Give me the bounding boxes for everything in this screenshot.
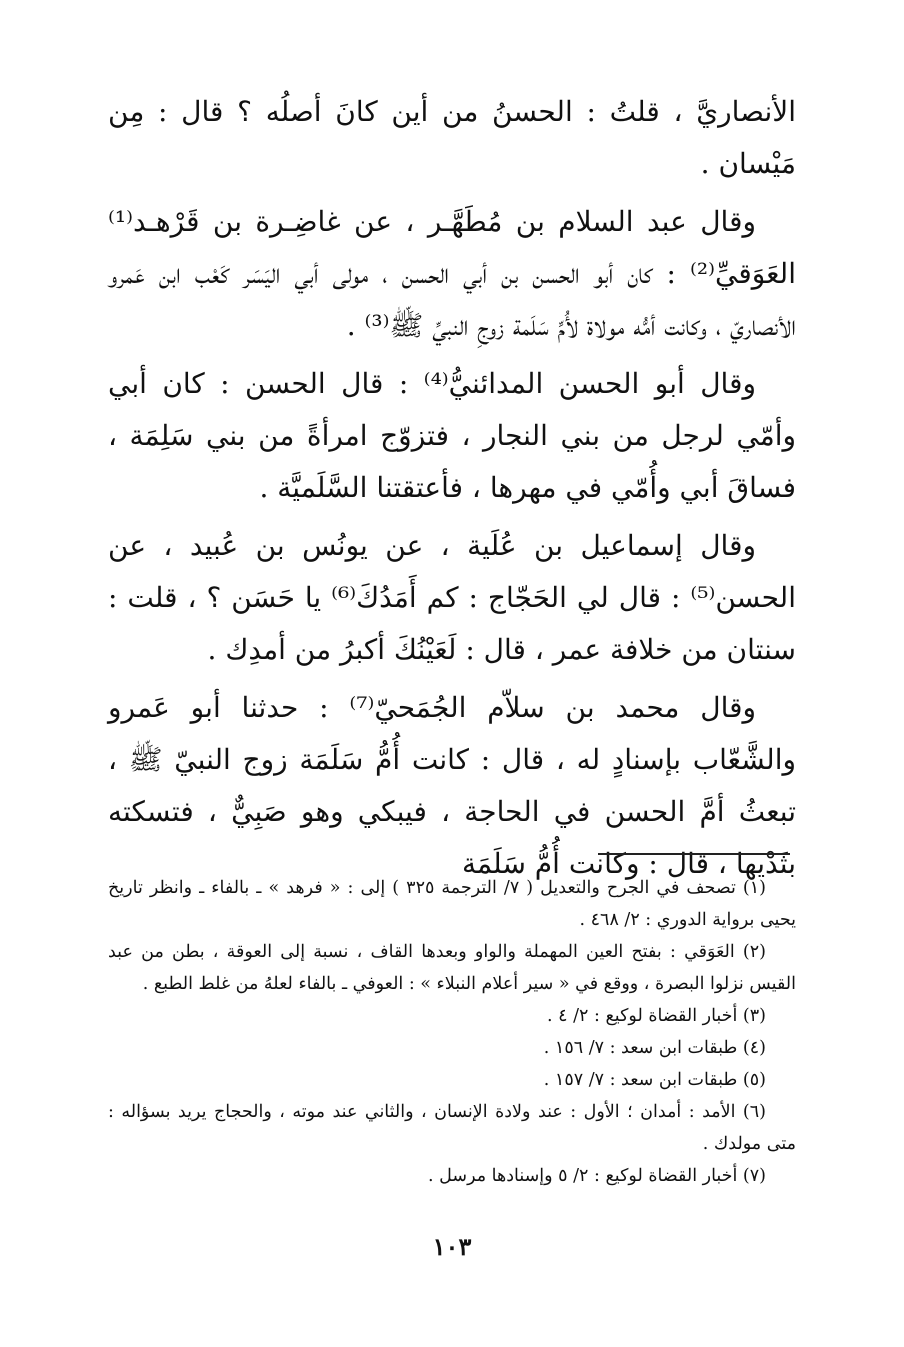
footnote-7: (٧) أخبار القضاة لوكيع : ٢/ ٥ وإسنادها مرسل . xyxy=(428,1166,766,1186)
footnote-1: (١) تصحف في الجرح والتعديل ( ٧/ الترجمة ٣٢٥ ) إلى : « فرهد » ـ بالفاء ـ وانظر تاريخ يحيى برواية الدوري : ٢/ ٤٦٨ . xyxy=(108,878,796,930)
footnote-separator xyxy=(598,853,790,855)
footnote-3: (٣) أخبار القضاة لوكيع : ٢/ ٤ . xyxy=(547,1006,766,1026)
paragraph-2: وقال عبد السلام بن مُطَهَّـر ، عن غاضِـرة بن قَرْهـد⁽¹⁾ العَوَقيِّ⁽²⁾ : كان أبو الحسن بن أبي الحسن ، مولى أبي اليَسَر كَعْب ابن عَمرو الأنصاريّ ، وكانت أمُّه مولاة لأُمِّ سَلَمة زوجِ النبيِّ ﷺ⁽³⁾ . xyxy=(108,205,796,342)
paragraph-1: الأنصاريَّ ، قلتُ : الحسنُ من أين كانَ أصلُه ؟ قال : مِن مَيْسان . xyxy=(108,95,796,180)
footnote-2: (٢) العَوَقي : بفتح العين المهملة والواو وبعدها القاف ، نسبة إلى العوقة ، بطن من عبد القيس نزلوا البصرة ، ووقع في « سير أعلام النبلاء » : العوفي ـ بالفاء لعلهُ من غلط الطبع . xyxy=(108,942,796,994)
paragraph-4: وقال إسماعيل بن عُلَية ، عن يونُس بن عُبيد ، عن الحسن⁽⁵⁾ : قال لي الحَجّاج : كم أَمَدُكَ⁽⁶⁾ يا حَسَن ؟ ، قلت : سنتان من خلافة عمر ، قال : لَعَيْنُكَ أكبرُ من أمدِك . xyxy=(108,529,796,666)
paragraph-3: وقال أبو الحسن المدائنيُّ⁽⁴⁾ : قال الحسن : كان أبي وأمّي لرجل من بني النجار ، فتزوّج امرأةً من بني سَلِمَة ، فساقَ أبي وأُمّي في مهرها ، فأعتقتنا السَّلَميَّة . xyxy=(108,367,796,504)
footnote-4: (٤) طبقات ابن سعد : ٧/ ١٥٦ . xyxy=(543,1038,766,1058)
page-number: ١٠٣ xyxy=(432,1232,472,1261)
paragraph-5: وقال محمد بن سلاّم الجُمَحيّ⁽⁷⁾ : حدثنا أبو عَمرو والشَّعّاب بإسنادٍ له ، قال : كانت أُمُّ سَلَمَة زوج النبيّ ﷺ ، تبعثُ أمَّ الحسن في الحاجة ، فيبكي وهو صَبِيٌّ ، فتسكته بثَدْيها ، قال : وكانت أُمُّ سَلَمَة xyxy=(108,691,796,880)
footnote-6: (٦) الأمد : أمدان ؛ الأول : عند ولادة الإنسان ، والثاني عند موته ، والحجاج يريد بسؤاله : متى مولدك . xyxy=(108,1102,796,1154)
main-text xyxy=(108,86,796,896)
footnotes xyxy=(108,872,796,1192)
footnote-5: (٥) طبقات ابن سعد : ٧/ ١٥٧ . xyxy=(543,1070,766,1090)
